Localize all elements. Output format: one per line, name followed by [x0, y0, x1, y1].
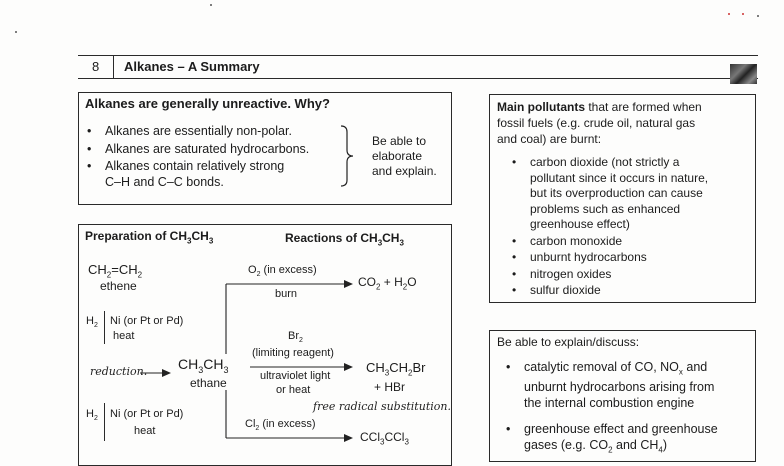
header-divider [113, 55, 114, 79]
reagent-divider [104, 311, 105, 344]
scan-speck [15, 31, 17, 33]
reagent-divider-2 [104, 403, 105, 441]
cl2-condition: $Cl_2$ (in excess) [245, 418, 316, 433]
page-number: 8 [92, 59, 100, 74]
scan-speck [757, 15, 759, 17]
scan-speck [742, 13, 744, 15]
handwritten-reduction: reduction. [90, 365, 148, 378]
h2-reagent: $H_2$ [86, 315, 98, 330]
unreactive-heading: Alkanes are generally unreactive. Why? [85, 96, 330, 111]
curly-brace-icon [339, 125, 355, 187]
header-top-rule [78, 55, 758, 56]
list-item: • carbon monoxide [510, 234, 750, 250]
o2-condition: $O_2$ (in excess) [248, 264, 317, 279]
list-item: • Alkanes contain relatively strong C–H and C–C bonds. [85, 159, 335, 190]
list-item: • catalytic removal of CO, $NO_x$ and unburnt hydrocarbons arising from the internal combustion engine [504, 360, 752, 411]
list-item: • carbon dioxide (not strictly a pollutant since it occurs in nature, but its overproduction can cause problems such as enhanced greenhouse effect) [510, 155, 750, 233]
uv-light: ultraviolet light [260, 370, 331, 382]
list-item: • greenhouse effect and greenhouse gases (e.g. $CO_2$ and $CH_4$) [504, 422, 752, 458]
prep-heading: Preparation of $CH_3CH_3$ [85, 229, 214, 246]
header-bottom-rule [78, 78, 758, 79]
ethane-label: ethane [190, 376, 227, 390]
burn-label: burn [275, 288, 298, 300]
list-item: • Alkanes are saturated hydrocarbons. [85, 142, 335, 158]
or-heat: or heat [276, 384, 311, 396]
unreactive-list [85, 124, 335, 190]
list-item: • unburnt hydrocarbons [510, 250, 750, 266]
heat-2: heat [134, 425, 156, 437]
hexachloroethane: CCl$_3$CCl$_3$ [360, 430, 409, 447]
pollutants-list [510, 155, 750, 299]
list-item: • Alkanes are essentially non-polar. [85, 124, 335, 140]
list-item: • sulfur dioxide [510, 283, 750, 299]
list-item: • nitrogen oxides [510, 267, 750, 283]
reactions-heading: Reactions of $CH_3CH_3$ [285, 231, 404, 248]
br2-reagent: $Br_2$ [288, 330, 303, 345]
explain-box [489, 330, 756, 462]
pollutants-box [489, 94, 756, 303]
corner-tab-mark [730, 64, 757, 84]
combustion-products: $CO_2 + H_2O$ [358, 275, 417, 292]
explain-list [504, 360, 752, 458]
catalyst-1: Ni (or Pt or Pd) [110, 315, 184, 327]
scan-speck [210, 4, 212, 6]
catalyst-2: Ni (or Pt or Pd) [110, 408, 184, 420]
ethane-formula: $CH_3CH_3$ [178, 356, 229, 375]
explain-heading: Be able to explain/discuss: [497, 335, 640, 349]
heat-1: heat [113, 330, 135, 342]
ethene-label: ethene [100, 279, 137, 293]
h2-reagent-2: $H_2$ [86, 408, 98, 423]
pollutants-intro: Main pollutants that are formed when fossil fuels (e.g. crude oil, natural gas and coal) are burnt: [497, 100, 702, 146]
page-title: Alkanes – A Summary [124, 59, 260, 74]
unreactive-box [78, 92, 452, 205]
limiting-reagent: (limiting reagent) [252, 347, 334, 359]
bromoethane: $CH_3CH_2Br$ [366, 360, 426, 378]
hbr-product: + HBr [374, 380, 406, 394]
scan-speck [728, 13, 730, 15]
ethene-formula: $CH_2=CH_2$ [88, 262, 143, 280]
handwritten-free-radical: free radical substitution. [313, 400, 451, 413]
unreactive-note: Be able to elaborate and explain. [372, 134, 437, 178]
reduction-arrow [140, 368, 172, 378]
